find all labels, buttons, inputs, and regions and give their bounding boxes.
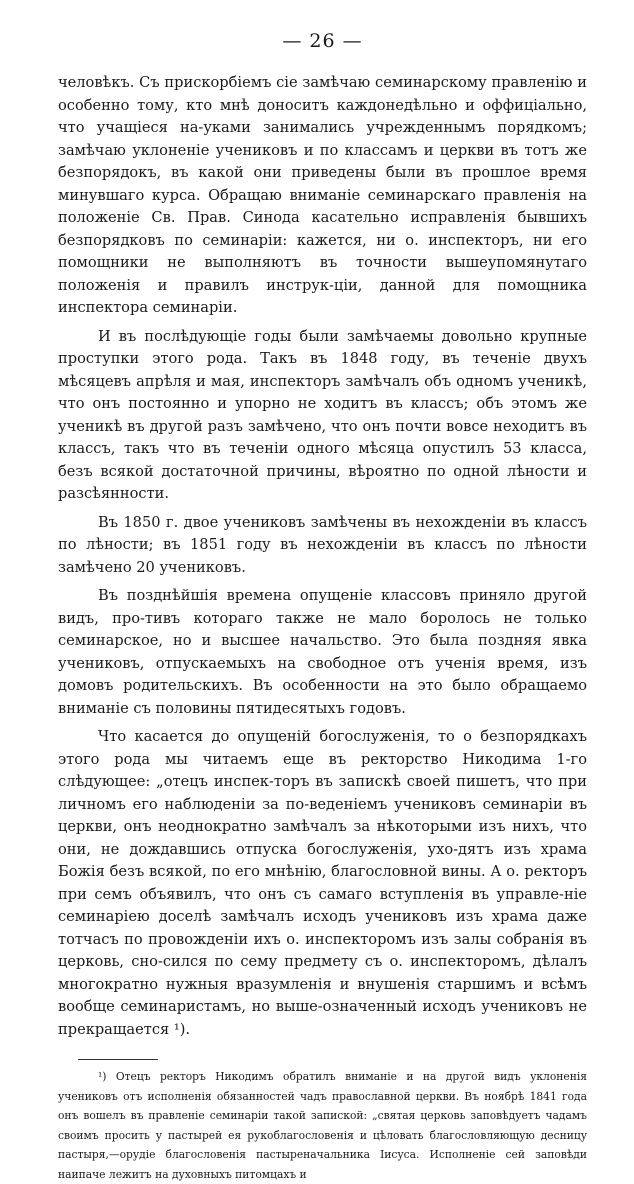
paragraph-2: И въ послѣдующіе годы были замѣчаемы довольно крупные проступки этого рода. Такъ въ 1848 году, въ теченіе двухъ мѣсяцевъ апрѣля и мая, инспекторъ замѣчалъ объ одномъ ученикѣ, что онъ постоянно и упорно не ходитъ въ классъ; объ этомъ же ученикѣ въ другой разъ замѣчено, что онъ почти вовсе неходитъ въ классъ, такъ что въ теченіи одного мѣсяца опустилъ 53 класса, безъ всякой достаточной причины, вѣроятно по одной лѣности и разсѣянности.: [58, 327, 587, 502]
paragraph-5: Что касается до опущеній богослуженія, то о безпорядкахъ этого рода мы читаемъ еще въ ректорство Никодима 1-го слѣдующее: „отецъ инспек-торъ въ запискѣ своей пишетъ, что при личномъ его наблюденіи за по-веденіемъ учениковъ семинаріи въ церкви, онъ неоднократно замѣчалъ за нѣкоторыми изъ нихъ, что они, не дождавшись отпуска богослуженія, ухо-дятъ изъ храма Божія безъ всякой, по его мнѣнію, благословной вины. А о. ректоръ при семъ объявилъ, что онъ съ самаго вступленія въ управле-ніе семинаріею доселѣ замѣчалъ исходъ учениковъ изъ храма даже тотчасъ по провожденіи ихъ о. инспекторомъ изъ залы собранія въ церковь, сно-сился по сему предмету съ о. инспекторомъ, дѣлалъ многократно нужныя вразумленія и внушенія старшимъ и всѣмъ вообще семинаристамъ, но выше-означенный исходъ учениковъ не прекращается ¹).: [58, 728, 587, 1038]
paragraph-3: Въ 1850 г. двое учениковъ замѣчены въ нехожденіи въ классъ по лѣности; въ 1851 году въ нехожденіи въ классъ по лѣности замѣчено 20 учениковъ.: [58, 513, 587, 576]
footnote-1: ¹) Отецъ ректоръ Никодимъ обратилъ вниманіе и на другой видъ уклоненія учениковъ отъ исполненія обязанностей чадъ православной церкви. Въ ноябрѣ 1841 года онъ вошелъ въ правленіе семинаріи такой запиской: „святая церковь заповѣдуетъ чадамъ своимъ просить у пастырей ея рукоблагословенія и цѣловать благословляющую десницу пастыря,—орудіе благословенія пастыреначальника Іисуса. Исполненіе сей заповѣди наипаче лежитъ на духовныхъ питомцахъ и: [58, 1070, 587, 1181]
body-text: [58, 72, 587, 1041]
footnote-divider: [78, 1059, 158, 1060]
footnotes: [58, 1067, 587, 1184]
paragraph-4: Въ позднѣйшія времена опущеніе классовъ приняло другой видъ, про-тивъ котораго также не мало боролось не только семинарское, но и высшее начальство. Это была поздняя явка учениковъ, отпускаемыхъ на свободное отъ ученія время, изъ домовъ родительскихъ. Въ особенности на это было обращаемо вниманіе съ половины пятидесятыхъ годовъ.: [58, 587, 587, 717]
paragraph-1: человѣкъ. Съ прискорбіемъ сіе замѣчаю семинарскому правленію и особенно тому, кто мнѣ доноситъ каждонедѣльно и оффиціально, что учащіеся на-уками занимались учрежденнымъ порядкомъ; замѣчаю уклоненіе учениковъ и по классамъ и церкви въ тотъ же безпорядокъ, въ какой они приведены были въ прошлое время минувшаго курса. Обращаю вниманіе семинарскаго правленія на положеніе Св. Прав. Синода касательно исправленія бывшихъ безпорядковъ по семинаріи: кажется, ни о. инспекторъ, ни его помощники не выполняютъ въ точности вышеупомянутаго положенія и правилъ инструк-ціи, данной для помощника инспектора семинаріи.: [58, 74, 587, 316]
page-number: — 26 —: [282, 30, 363, 52]
